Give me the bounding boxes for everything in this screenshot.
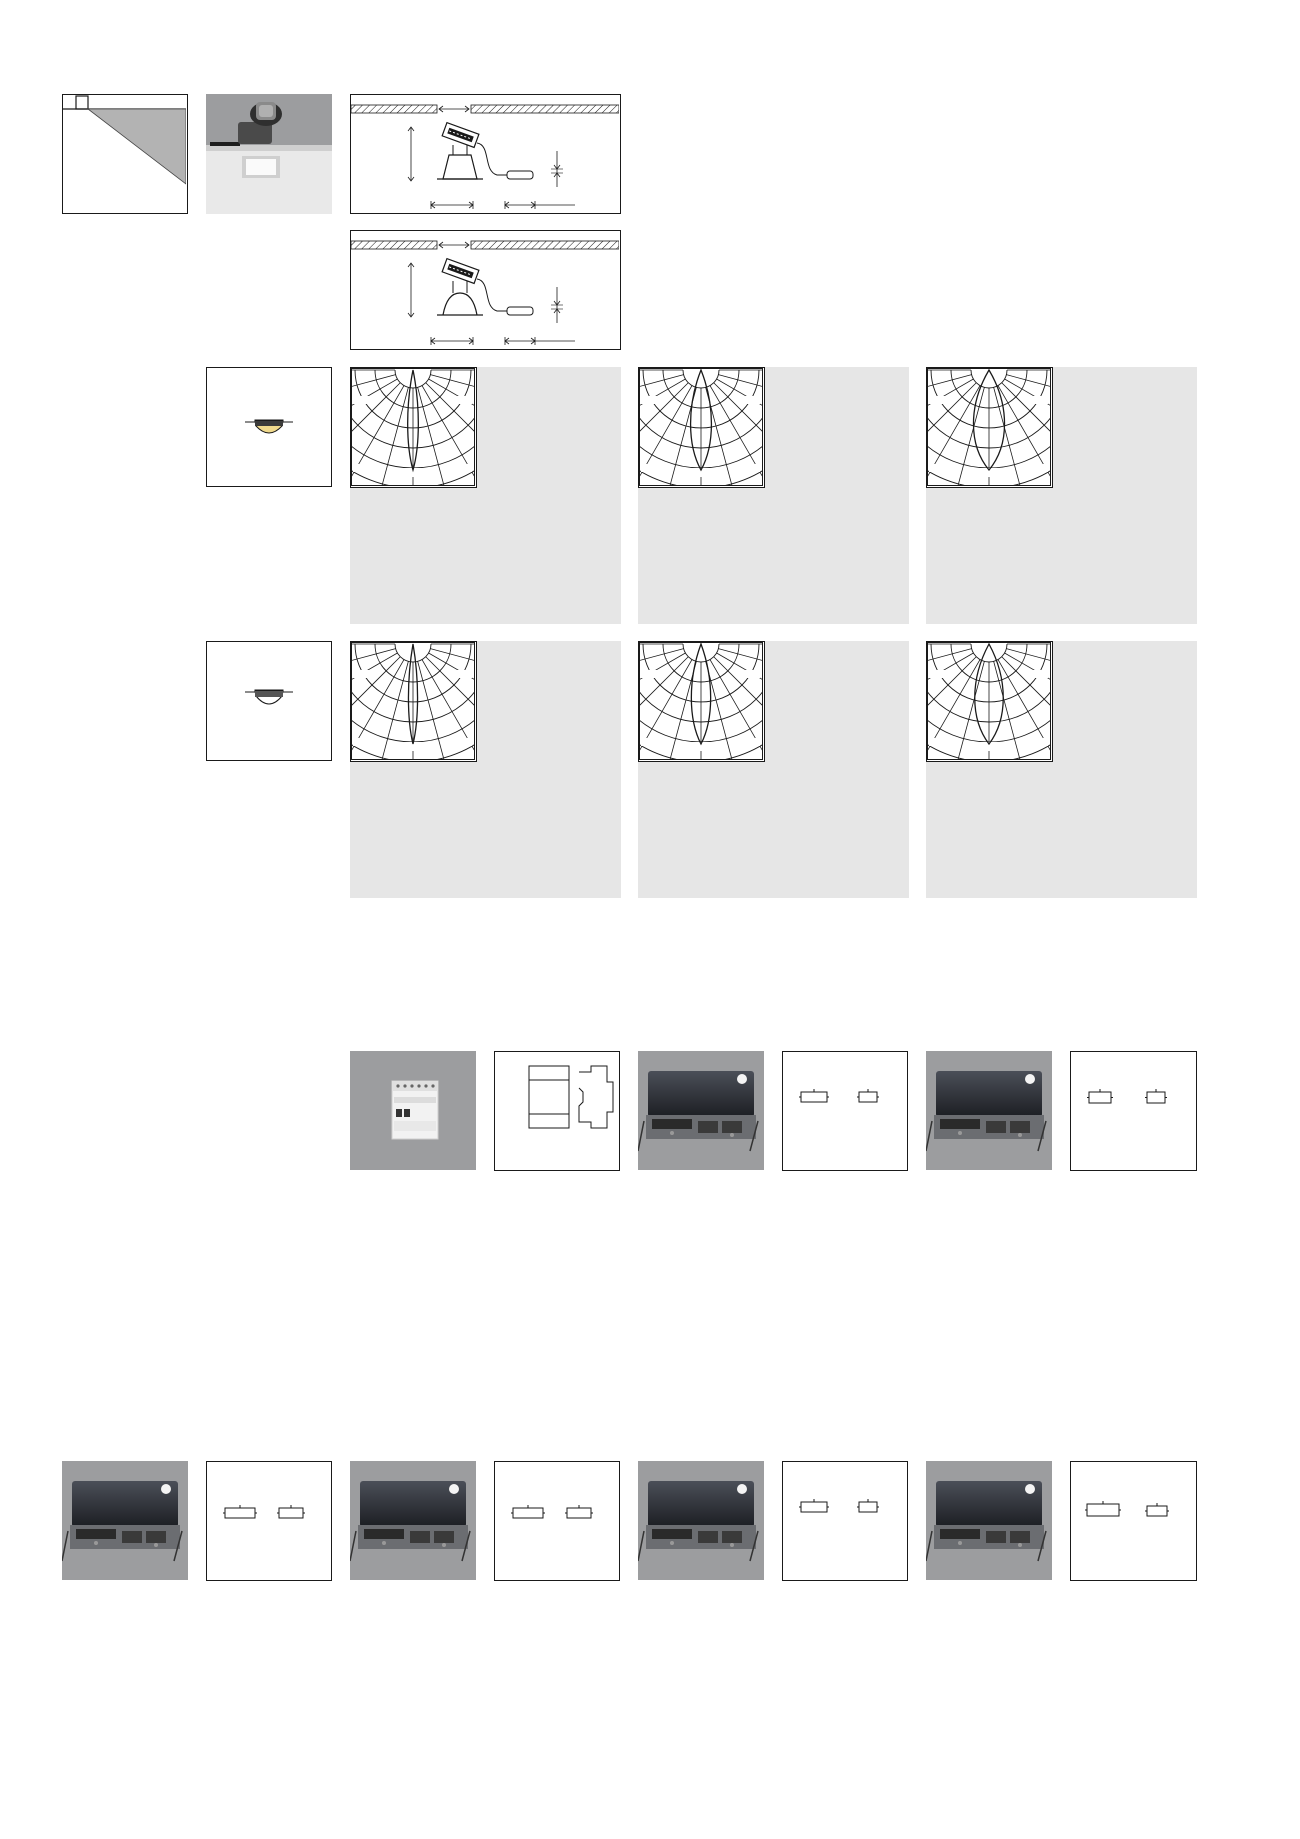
polar-diagram-r2-c3 <box>926 641 1053 762</box>
installation-section-icon <box>351 231 619 348</box>
din-module-icon <box>350 1051 476 1170</box>
luminaire-photo-icon <box>206 94 332 214</box>
control-module-photo <box>350 1051 476 1170</box>
driver-photo <box>926 1051 1052 1170</box>
control-module-drawing <box>494 1051 620 1171</box>
clear-lens-icon <box>207 368 330 485</box>
din-module-outline-icon <box>495 1052 618 1169</box>
product-photo <box>206 94 332 214</box>
polar-diagram-r2-c2 <box>638 641 765 762</box>
polar-curve-icon <box>639 368 763 486</box>
polar-curve-icon <box>351 368 475 486</box>
polar-curve-icon <box>639 642 763 760</box>
polar-diagram-r1-c2 <box>638 367 765 488</box>
driver-photo <box>62 1461 188 1580</box>
led-driver-icon <box>62 1461 188 1580</box>
driver-drawing <box>1070 1461 1197 1581</box>
led-driver-icon <box>926 1461 1052 1580</box>
driver-drawing <box>1070 1051 1197 1171</box>
led-driver-icon <box>638 1051 764 1170</box>
led-driver-icon <box>350 1461 476 1580</box>
installation-section-icon <box>351 95 619 212</box>
driver-outline-icon <box>495 1462 618 1579</box>
polar-diagram-r2-c1 <box>350 641 477 762</box>
mounting-symbol-tile <box>62 94 188 214</box>
driver-photo <box>926 1461 1052 1580</box>
installation-drawing-1 <box>350 94 621 214</box>
polar-diagram-r1-c1 <box>350 367 477 488</box>
driver-outline-icon <box>1071 1462 1194 1579</box>
driver-drawing <box>494 1461 620 1581</box>
led-driver-icon <box>926 1051 1052 1170</box>
driver-drawing <box>782 1461 908 1581</box>
led-driver-icon <box>638 1461 764 1580</box>
dark-lens-icon <box>207 642 330 759</box>
driver-photo <box>350 1461 476 1580</box>
lens-variant-dark <box>206 641 332 761</box>
polar-diagram-r1-c3 <box>926 367 1053 488</box>
driver-outline-icon <box>783 1052 906 1169</box>
driver-drawing <box>782 1051 908 1171</box>
polar-curve-icon <box>927 368 1051 486</box>
polar-curve-icon <box>351 642 475 760</box>
driver-drawing <box>206 1461 332 1581</box>
driver-outline-icon <box>207 1462 330 1579</box>
polar-curve-icon <box>927 642 1051 760</box>
ceiling-recess-symbol-icon <box>63 95 186 212</box>
driver-outline-icon <box>783 1462 906 1579</box>
driver-photo <box>638 1461 764 1580</box>
lens-variant-clear <box>206 367 332 487</box>
installation-drawing-2 <box>350 230 621 350</box>
driver-photo <box>638 1051 764 1170</box>
driver-outline-icon <box>1071 1052 1194 1169</box>
